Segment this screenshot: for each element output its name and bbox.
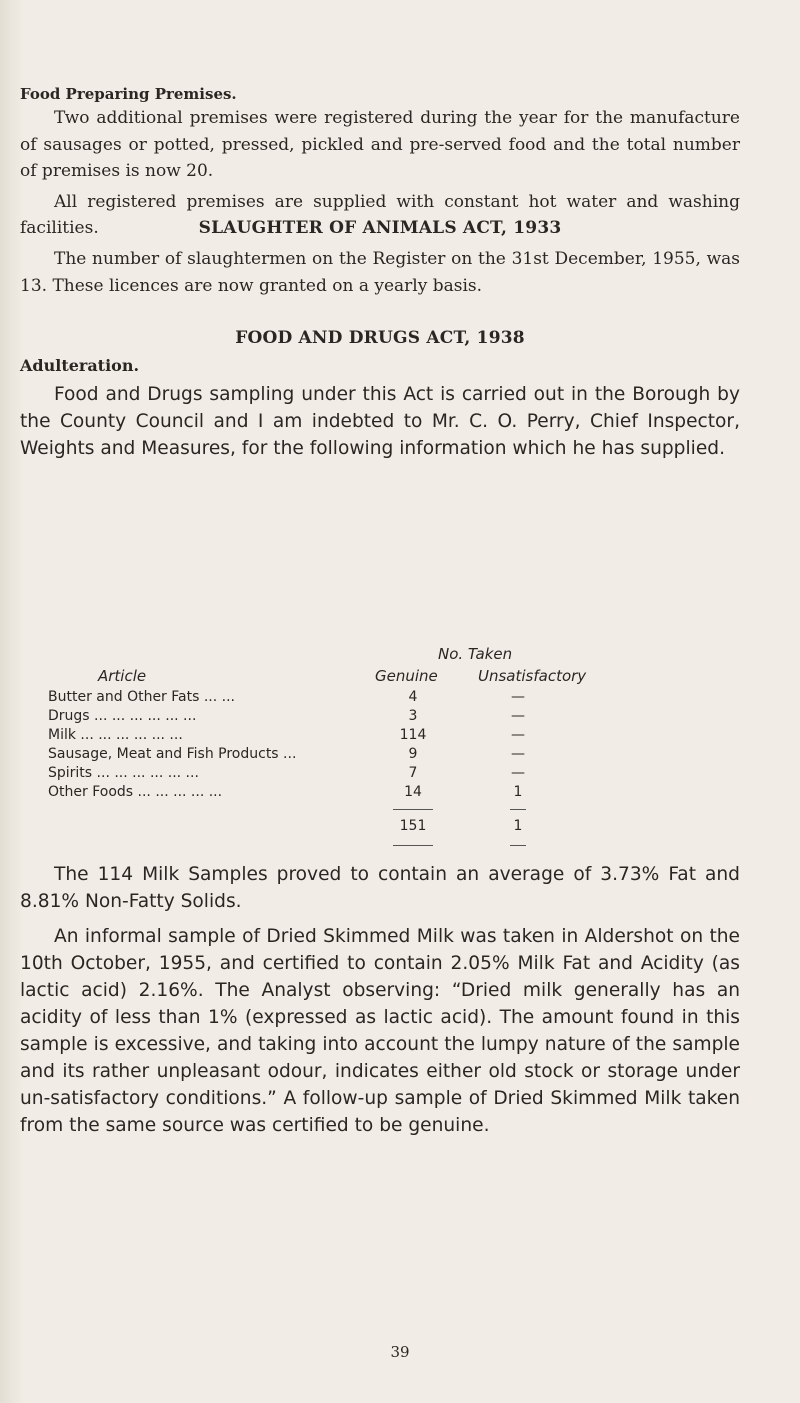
unsatisfactory-column-header: Unsatisfactory	[478, 667, 587, 685]
table-row	[48, 746, 748, 766]
food-premises-paragraph-2: All registered premises are supplied with constant hot water and washing facilities.	[20, 191, 740, 238]
total-rule-top	[393, 809, 433, 810]
slaughter-act-heading: SLAUGHTER OF ANIMALS ACT, 1933	[198, 218, 562, 238]
article-cell: Other Foods ... ... ... ... ...	[48, 784, 223, 800]
food-premises-paragraph-1: Two additional premises were registered during the year for the manufacture of sausages or potted, pressed, pickled and pre-served food and the total number of premises is now 20.	[20, 108, 740, 181]
article-cell: Spirits ... ... ... ... ... ...	[48, 765, 199, 781]
article-cell: Drugs ... ... ... ... ... ...	[48, 708, 197, 724]
genuine-cell: 9	[408, 746, 418, 762]
total-rule-bottom	[510, 845, 526, 846]
genuine-cell: 4	[408, 689, 418, 705]
milk-paragraph-1: The 114 Milk Samples proved to contain an average of 3.73% Fat and 8.81% Non-Fatty Solids.	[20, 864, 740, 912]
total-rule-bottom	[393, 845, 433, 846]
total-unsatisfactory-cell: 1	[513, 818, 523, 834]
genuine-column-header: Genuine	[375, 667, 438, 685]
adulteration-subheading: Adulteration.	[20, 356, 140, 375]
table-row	[48, 765, 748, 785]
total-genuine-cell: 151	[399, 818, 427, 834]
milk-section	[20, 861, 740, 1139]
food-drugs-act-heading: FOOD AND DRUGS ACT, 1938	[235, 328, 525, 348]
page-number: 39	[390, 1343, 410, 1361]
unsatisfactory-cell: —	[511, 689, 525, 705]
unsatisfactory-cell: 1	[513, 784, 523, 800]
table-row	[48, 727, 748, 747]
unsatisfactory-cell: —	[511, 746, 525, 762]
article-cell: Sausage, Meat and Fish Products ...	[48, 746, 297, 762]
genuine-cell: 14	[404, 784, 422, 800]
total-rule-top	[510, 809, 526, 810]
slaughter-paragraph: The number of slaughtermen on the Register on the 31st December, 1955, was 13. These licences are now granted on a yearly basis.	[20, 249, 740, 296]
slaughter-section	[20, 246, 740, 299]
food-premises-heading: Food Preparing Premises.	[20, 85, 237, 103]
food-drugs-section	[20, 381, 740, 462]
genuine-cell: 3	[408, 708, 418, 724]
unsatisfactory-cell: —	[511, 708, 525, 724]
table-row	[48, 784, 748, 804]
milk-paragraph-2: An informal sample of Dried Skimmed Milk was taken in Aldershot on the 10th October, 1955, and certified to contain 2.05% Milk Fat and Acidity (as lactic acid) 2.16%. The Analyst observing: “Dried milk generally has an acidity of less than 1% (expressed as lactic acid). The amount found in this sample is excessive, and taking into account the lumpy nature of the sample and its rather unpleasant odour, indicates either old stock or storage under un-satisfactory conditions.” A follow-up sample of Dried Skimmed Milk taken from the same source was certified to be genuine.	[20, 926, 740, 1136]
no-taken-header: No. Taken	[438, 645, 513, 663]
article-cell: Butter and Other Fats ... ...	[48, 689, 235, 705]
genuine-cell: 114	[399, 727, 427, 743]
article-column-header: Article	[98, 667, 147, 685]
genuine-cell: 7	[408, 765, 418, 781]
table-row	[48, 689, 748, 709]
unsatisfactory-cell: —	[511, 727, 525, 743]
unsatisfactory-cell: —	[511, 765, 525, 781]
food-drugs-paragraph: Food and Drugs sampling under this Act is carried out in the Borough by the County Council and I am indebted to Mr. C. O. Perry, Chief Inspector, Weights and Measures, for the following information which he has supplied.	[20, 384, 740, 459]
table-row	[48, 708, 748, 728]
article-cell: Milk ... ... ... ... ... ...	[48, 727, 183, 743]
table-total-row	[48, 818, 748, 838]
